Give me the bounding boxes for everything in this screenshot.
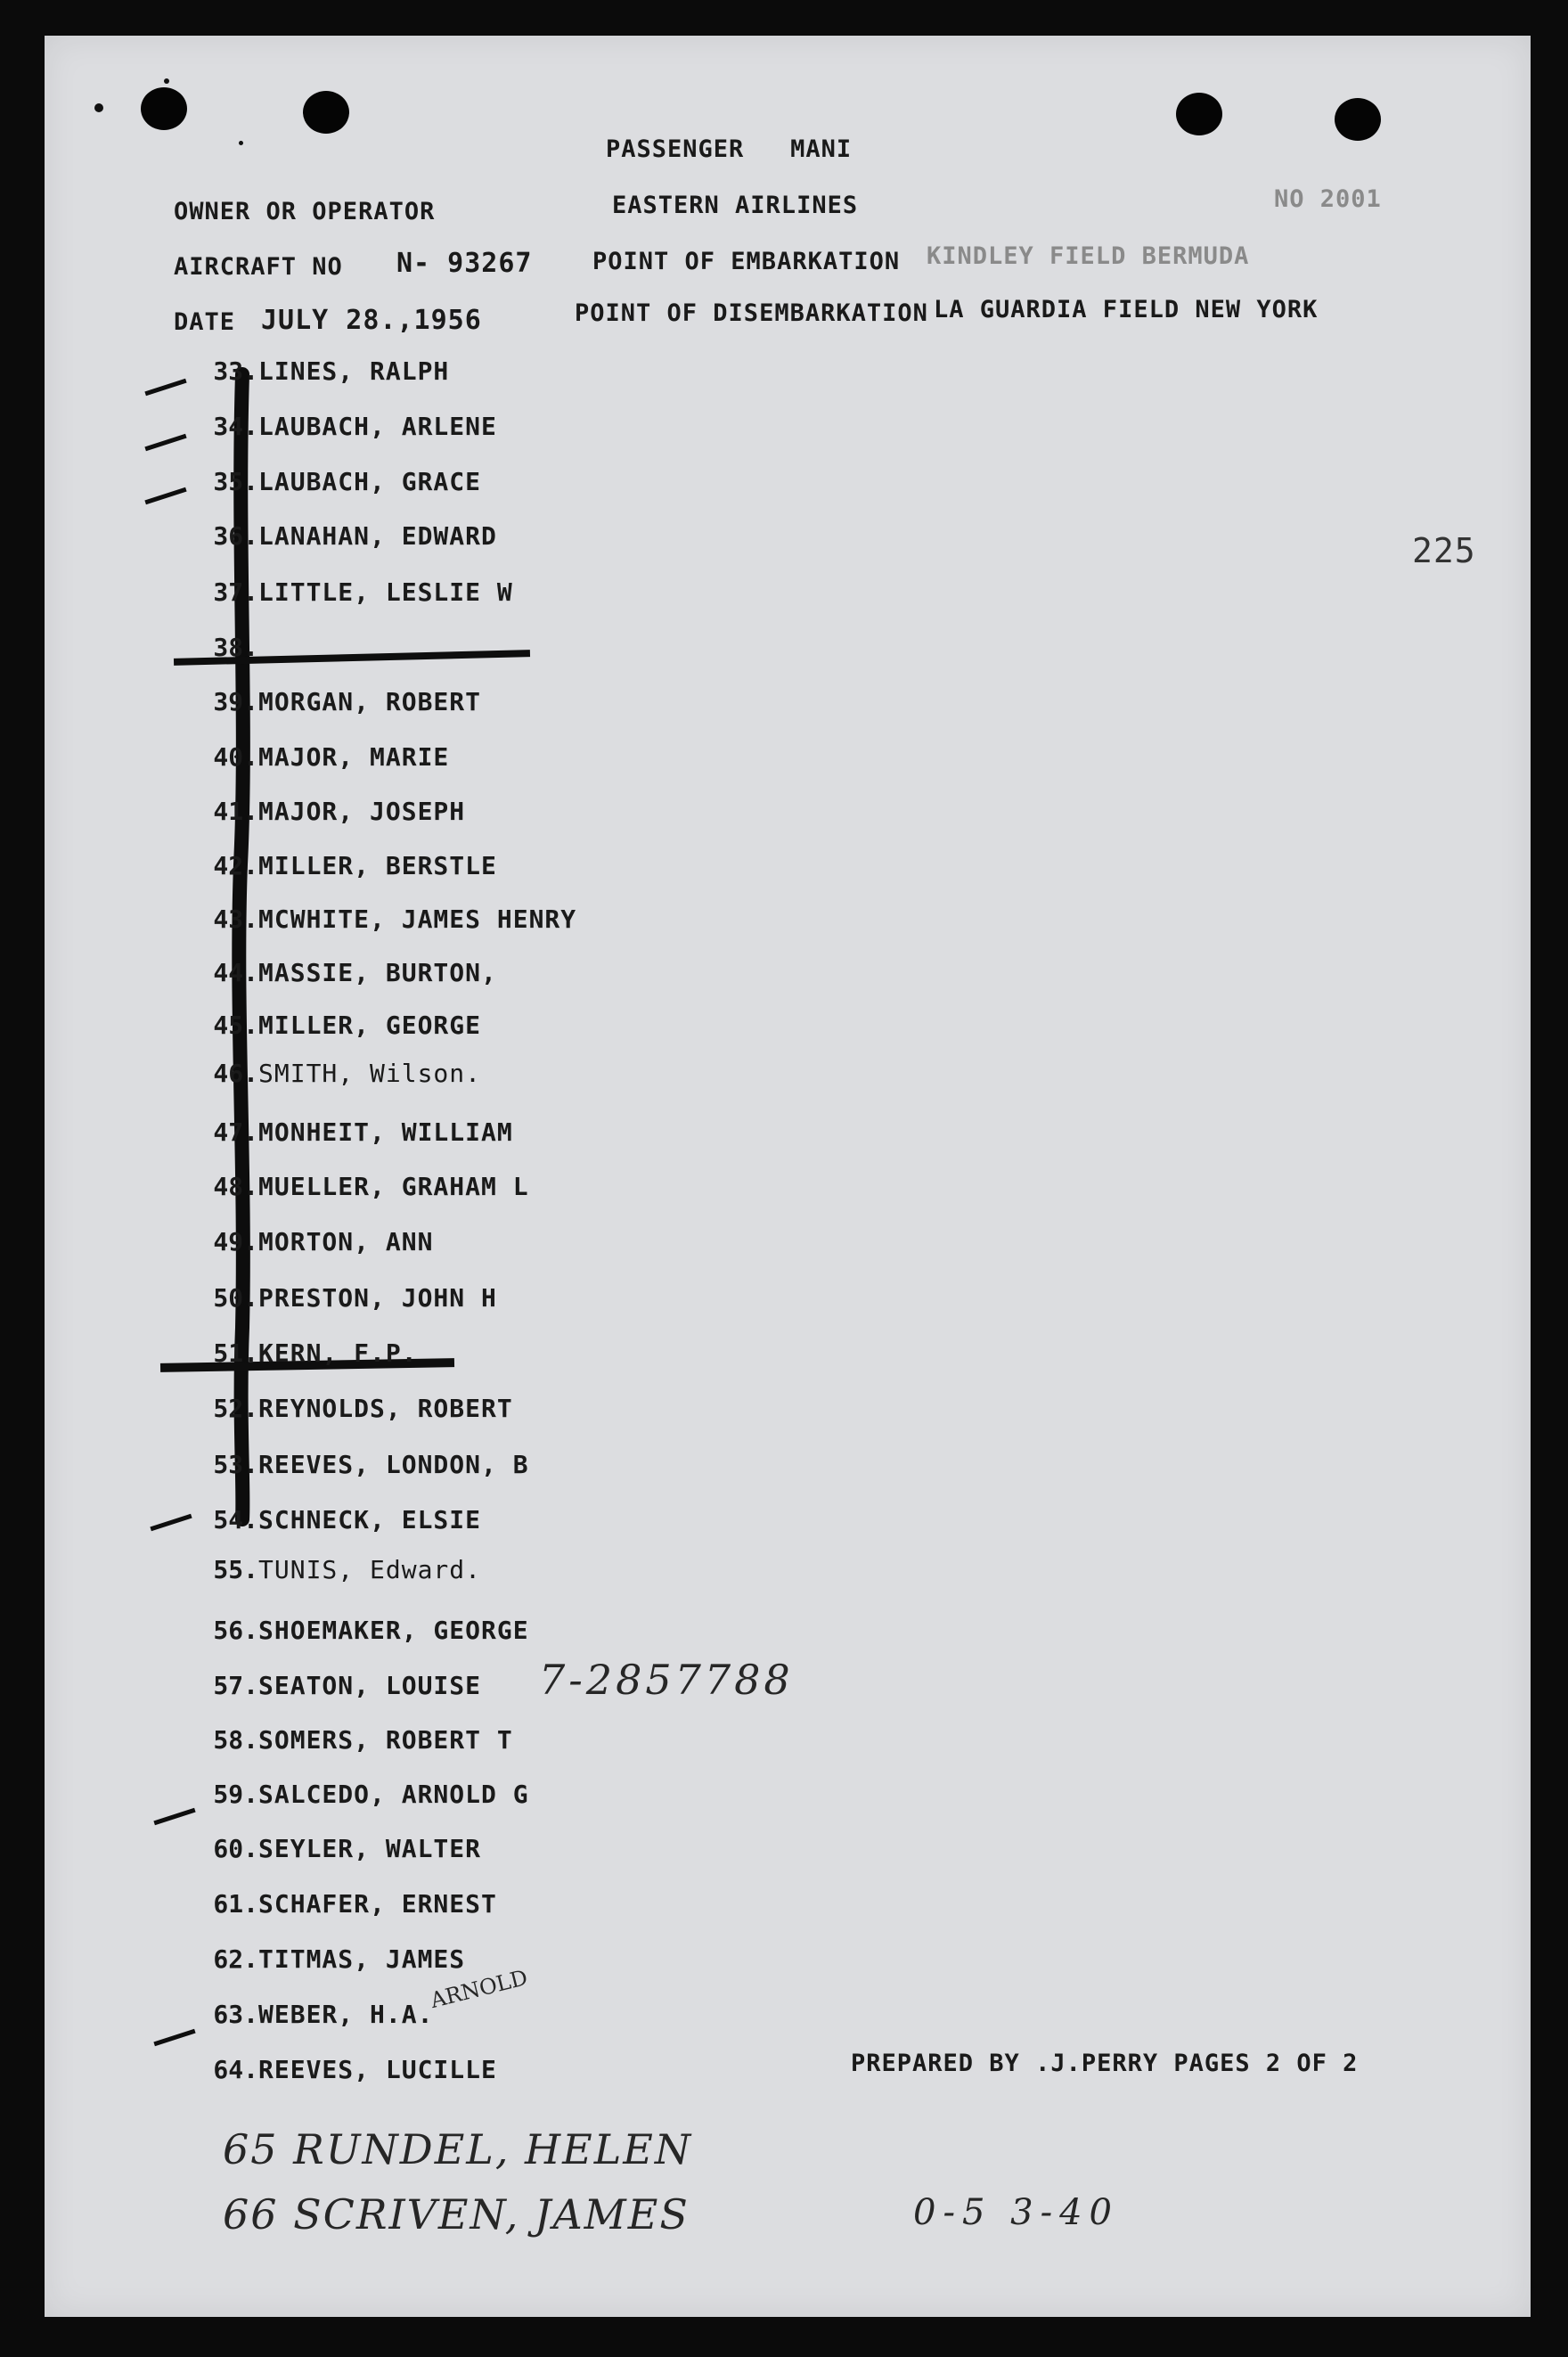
passenger-row: 49.MORTON, ANN xyxy=(213,1227,434,1256)
passenger-row: 55.TUNIS, Edward. xyxy=(213,1555,482,1584)
page-stamp: 225 xyxy=(1412,531,1476,570)
handwritten-passenger: 66 SCRIVEN, JAMES xyxy=(223,2190,690,2238)
passenger-row: 51.KERN, F.P. xyxy=(213,1338,418,1368)
passenger-row: 41.MAJOR, JOSEPH xyxy=(213,797,466,826)
date-label: DATE xyxy=(174,308,236,336)
tick-mark xyxy=(144,434,186,452)
passenger-row: 56.SHOEMAKER, GEORGE xyxy=(213,1616,529,1645)
handwritten-passenger: 65 RUNDEL, HELEN xyxy=(223,2125,693,2173)
owner-value: EASTERN AIRLINES xyxy=(612,192,859,219)
passenger-row: 33.LINES, RALPH xyxy=(213,356,450,386)
passenger-row: 34.LAUBACH, ARLENE xyxy=(213,412,497,441)
handwritten-number: 7-2857788 xyxy=(539,1656,794,1704)
passenger-row: 39.MORGAN, ROBERT xyxy=(213,687,482,716)
passenger-row: 40.MAJOR, MARIE xyxy=(213,742,450,772)
passenger-row: 64.REEVES, LUCILLE xyxy=(213,2055,497,2084)
punch-hole xyxy=(1176,93,1222,135)
disembark-label: POINT OF DISEMBARKATION xyxy=(575,299,928,327)
passenger-row: 36.LANAHAN, EDWARD xyxy=(213,521,497,551)
tick-mark xyxy=(144,379,186,397)
passenger-row: 46.SMITH, Wilson. xyxy=(213,1059,482,1088)
handwritten-code: 0-5 3-40 xyxy=(913,2192,1119,2233)
tick-mark xyxy=(150,1514,192,1532)
passenger-row: 53.REEVES, LONDON, B xyxy=(213,1450,529,1479)
passenger-row: 57.SEATON, LOUISE xyxy=(213,1671,482,1700)
aircraft-label: AIRCRAFT NO xyxy=(174,253,343,281)
punch-hole xyxy=(303,91,349,134)
passenger-row: 62.TITMAS, JAMES xyxy=(213,1944,466,1974)
report-number: NO 2001 xyxy=(1274,185,1382,213)
date-value: JULY 28.,1956 xyxy=(261,305,482,336)
passenger-row: 50.PRESTON, JOHN H xyxy=(213,1283,497,1313)
manifest-page xyxy=(45,36,1531,2317)
passenger-row: 35.LAUBACH, GRACE xyxy=(213,467,482,496)
passenger-row: 42.MILLER, BERSTLE xyxy=(213,851,497,880)
passenger-row: 43.MCWHITE, JAMES HENRY xyxy=(213,904,577,934)
tick-mark xyxy=(153,1808,195,1826)
passenger-row: 59.SALCEDO, ARNOLD G xyxy=(213,1780,529,1809)
title: PASSENGER MANI xyxy=(606,135,853,163)
passenger-row: 52.REYNOLDS, ROBERT xyxy=(213,1394,513,1423)
disembark-value: LA GUARDIA FIELD NEW YORK xyxy=(934,296,1319,323)
punch-hole xyxy=(141,87,187,130)
handwritten-first-name: ARNOLD xyxy=(428,1964,530,2014)
passenger-row: 45.MILLER, GEORGE xyxy=(213,1011,482,1040)
passenger-row: 54.SCHNECK, ELSIE xyxy=(213,1505,482,1535)
tick-mark xyxy=(144,487,186,505)
passenger-row: 58.SOMERS, ROBERT T xyxy=(213,1725,513,1755)
owner-label: OWNER OR OPERATOR xyxy=(174,198,436,225)
punch-hole xyxy=(1335,98,1381,141)
aircraft-value: N- 93267 xyxy=(396,248,533,279)
passenger-row: 38. xyxy=(213,633,258,662)
embark-value: KINDLEY FIELD BERMUDA xyxy=(927,242,1250,270)
passenger-row: 44.MASSIE, BURTON, xyxy=(213,958,497,987)
passenger-row: 60.SEYLER, WALTER xyxy=(213,1834,482,1863)
passenger-row: 61.SCHAFER, ERNEST xyxy=(213,1889,497,1919)
embark-label: POINT OF EMBARKATION xyxy=(592,248,901,275)
tick-mark xyxy=(153,2029,195,2047)
passenger-row: 37.LITTLE, LESLIE W xyxy=(213,577,513,607)
passenger-row: 48.MUELLER, GRAHAM L xyxy=(213,1172,529,1201)
passenger-row: 63.WEBER, H.A. xyxy=(213,2000,434,2029)
passenger-row: 47.MONHEIT, WILLIAM xyxy=(213,1117,513,1147)
prepared-by: PREPARED BY .J.PERRY PAGES 2 OF 2 xyxy=(851,2050,1359,2077)
